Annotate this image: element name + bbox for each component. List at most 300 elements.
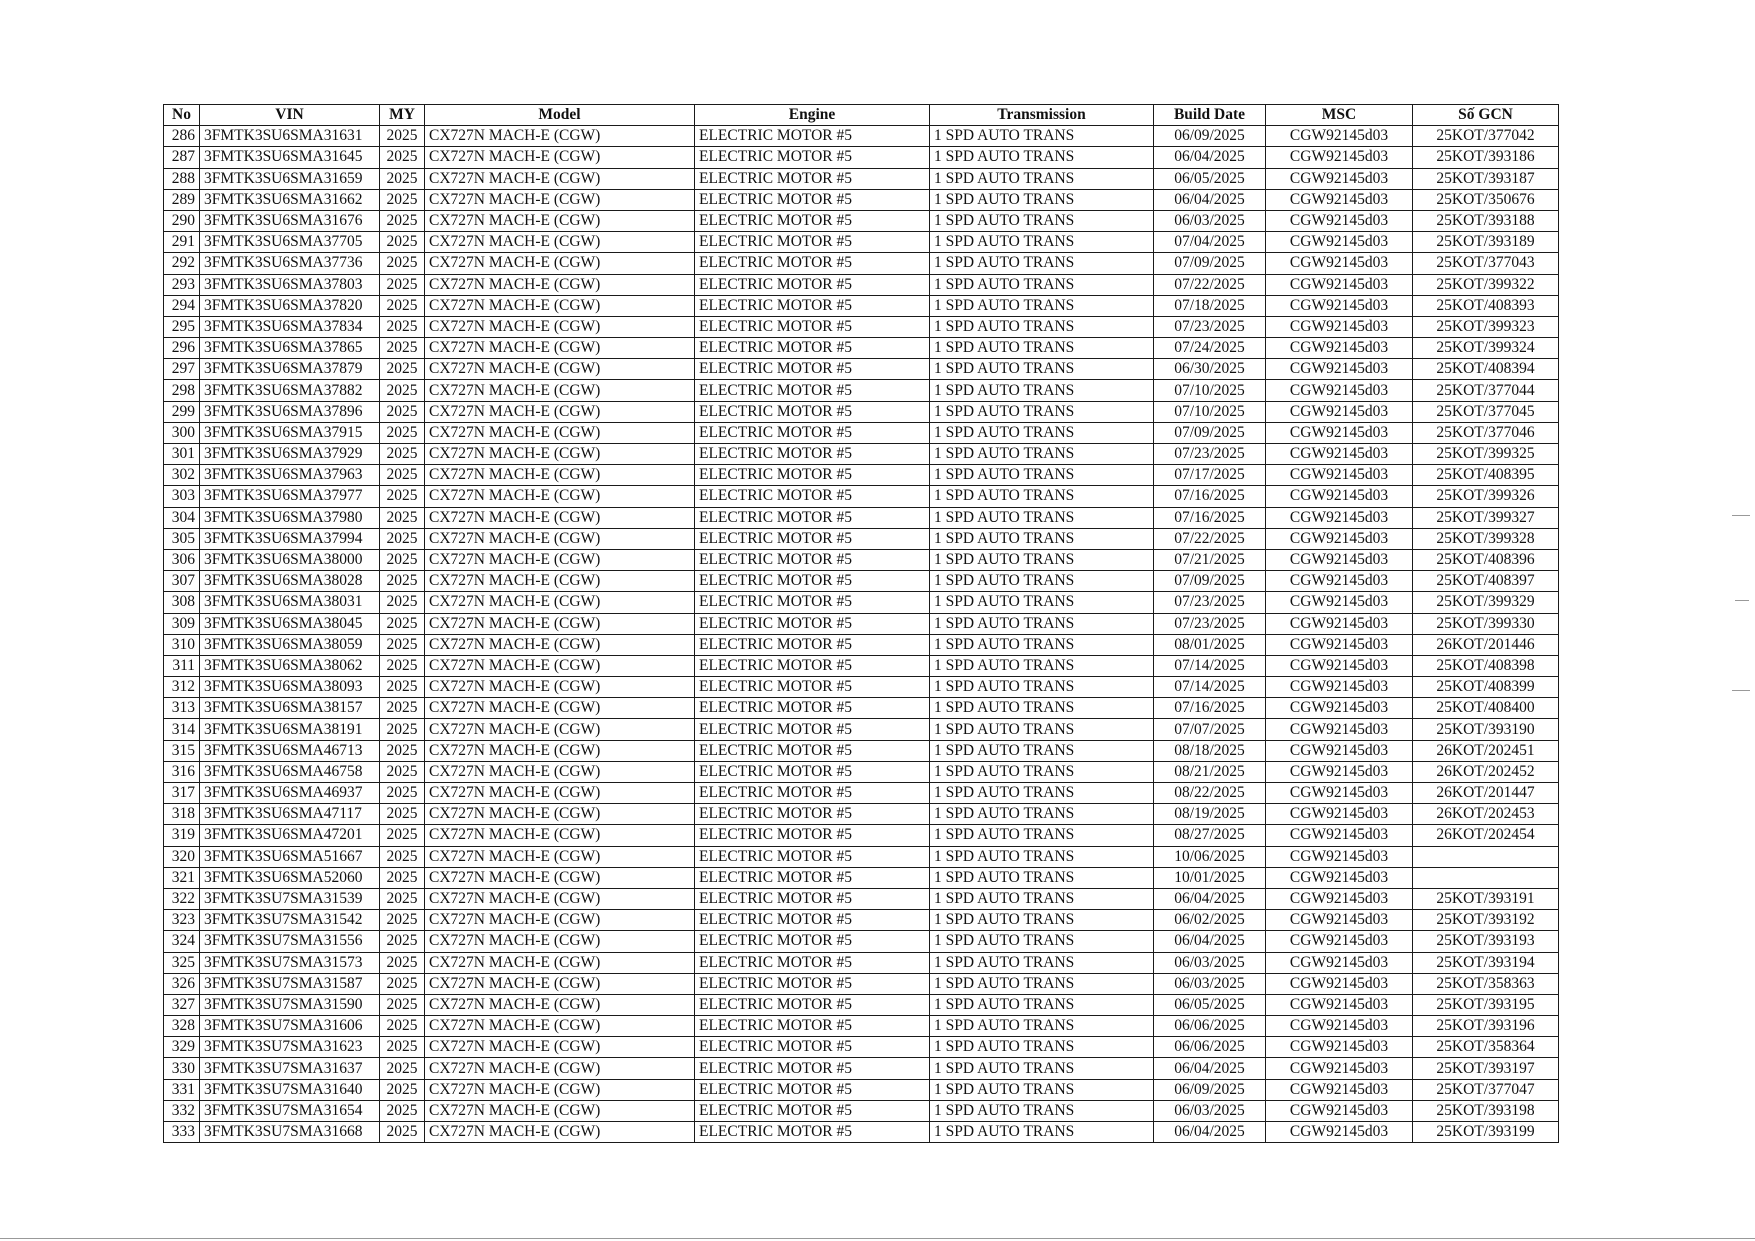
cell-engine: ELECTRIC MOTOR #5 — [695, 316, 930, 337]
cell-no: 303 — [164, 486, 200, 507]
cell-so-gcn: 26KOT/202454 — [1413, 825, 1559, 846]
cell-no: 309 — [164, 613, 200, 634]
cell-build-date: 06/06/2025 — [1154, 1037, 1266, 1058]
cell-model: CX727N MACH-E (CGW) — [425, 1100, 695, 1121]
cell-transmission: 1 SPD AUTO TRANS — [930, 846, 1154, 867]
cell-my: 2025 — [380, 1079, 425, 1100]
cell-so-gcn: 25KOT/408397 — [1413, 571, 1559, 592]
table-row — [164, 507, 1559, 528]
cell-build-date: 06/04/2025 — [1154, 931, 1266, 952]
cell-build-date: 10/01/2025 — [1154, 867, 1266, 888]
cell-engine: ELECTRIC MOTOR #5 — [695, 528, 930, 549]
cell-build-date: 07/17/2025 — [1154, 465, 1266, 486]
cell-vin: 3FMTK3SU7SMA31623 — [200, 1037, 380, 1058]
cell-msc: CGW92145d03 — [1266, 973, 1413, 994]
cell-build-date: 07/18/2025 — [1154, 295, 1266, 316]
cell-no: 300 — [164, 422, 200, 443]
cell-transmission: 1 SPD AUTO TRANS — [930, 910, 1154, 931]
cell-model: CX727N MACH-E (CGW) — [425, 253, 695, 274]
cell-transmission: 1 SPD AUTO TRANS — [930, 952, 1154, 973]
cell-build-date: 07/10/2025 — [1154, 401, 1266, 422]
cell-engine: ELECTRIC MOTOR #5 — [695, 740, 930, 761]
cell-model: CX727N MACH-E (CGW) — [425, 931, 695, 952]
cell-so-gcn: 25KOT/358364 — [1413, 1037, 1559, 1058]
cell-engine: ELECTRIC MOTOR #5 — [695, 380, 930, 401]
cell-no: 291 — [164, 232, 200, 253]
cell-msc: CGW92145d03 — [1266, 910, 1413, 931]
cell-transmission: 1 SPD AUTO TRANS — [930, 338, 1154, 359]
table-row — [164, 295, 1559, 316]
cell-my: 2025 — [380, 1058, 425, 1079]
cell-no: 327 — [164, 994, 200, 1015]
table-row — [164, 549, 1559, 570]
cell-build-date: 07/22/2025 — [1154, 274, 1266, 295]
cell-msc: CGW92145d03 — [1266, 931, 1413, 952]
cell-msc: CGW92145d03 — [1266, 867, 1413, 888]
cell-engine: ELECTRIC MOTOR #5 — [695, 168, 930, 189]
cell-vin: 3FMTK3SU6SMA38031 — [200, 592, 380, 613]
table-row — [164, 338, 1559, 359]
cell-msc: CGW92145d03 — [1266, 232, 1413, 253]
cell-no: 308 — [164, 592, 200, 613]
cell-vin: 3FMTK3SU6SMA52060 — [200, 867, 380, 888]
cell-so-gcn: 25KOT/399322 — [1413, 274, 1559, 295]
cell-msc: CGW92145d03 — [1266, 740, 1413, 761]
cell-vin: 3FMTK3SU6SMA37929 — [200, 444, 380, 465]
cell-msc: CGW92145d03 — [1266, 549, 1413, 570]
cell-engine: ELECTRIC MOTOR #5 — [695, 507, 930, 528]
cell-no: 301 — [164, 444, 200, 465]
cell-model: CX727N MACH-E (CGW) — [425, 359, 695, 380]
cell-vin: 3FMTK3SU6SMA31645 — [200, 147, 380, 168]
scan-right-mark — [1732, 515, 1750, 516]
cell-so-gcn: 25KOT/399323 — [1413, 316, 1559, 337]
cell-no: 299 — [164, 401, 200, 422]
cell-msc: CGW92145d03 — [1266, 1122, 1413, 1143]
cell-vin: 3FMTK3SU7SMA31590 — [200, 994, 380, 1015]
cell-no: 307 — [164, 571, 200, 592]
cell-model: CX727N MACH-E (CGW) — [425, 825, 695, 846]
cell-model: CX727N MACH-E (CGW) — [425, 592, 695, 613]
cell-model: CX727N MACH-E (CGW) — [425, 549, 695, 570]
table-row — [164, 783, 1559, 804]
cell-engine: ELECTRIC MOTOR #5 — [695, 422, 930, 443]
cell-model: CX727N MACH-E (CGW) — [425, 571, 695, 592]
cell-transmission: 1 SPD AUTO TRANS — [930, 274, 1154, 295]
cell-msc: CGW92145d03 — [1266, 1016, 1413, 1037]
cell-my: 2025 — [380, 401, 425, 422]
cell-my: 2025 — [380, 888, 425, 909]
table-row — [164, 1079, 1559, 1100]
cell-msc: CGW92145d03 — [1266, 825, 1413, 846]
cell-so-gcn: 25KOT/399328 — [1413, 528, 1559, 549]
cell-vin: 3FMTK3SU6SMA31631 — [200, 126, 380, 147]
cell-no: 330 — [164, 1058, 200, 1079]
cell-msc: CGW92145d03 — [1266, 804, 1413, 825]
cell-engine: ELECTRIC MOTOR #5 — [695, 761, 930, 782]
cell-model: CX727N MACH-E (CGW) — [425, 867, 695, 888]
cell-my: 2025 — [380, 295, 425, 316]
cell-model: CX727N MACH-E (CGW) — [425, 634, 695, 655]
cell-model: CX727N MACH-E (CGW) — [425, 1079, 695, 1100]
cell-so-gcn: 25KOT/393199 — [1413, 1122, 1559, 1143]
cell-my: 2025 — [380, 677, 425, 698]
cell-build-date: 07/09/2025 — [1154, 253, 1266, 274]
cell-transmission: 1 SPD AUTO TRANS — [930, 677, 1154, 698]
cell-transmission: 1 SPD AUTO TRANS — [930, 232, 1154, 253]
cell-vin: 3FMTK3SU7SMA31668 — [200, 1122, 380, 1143]
cell-msc: CGW92145d03 — [1266, 761, 1413, 782]
cell-vin: 3FMTK3SU6SMA38157 — [200, 698, 380, 719]
cell-so-gcn — [1413, 846, 1559, 867]
table-row — [164, 253, 1559, 274]
cell-msc: CGW92145d03 — [1266, 783, 1413, 804]
cell-transmission: 1 SPD AUTO TRANS — [930, 719, 1154, 740]
cell-build-date: 06/04/2025 — [1154, 1122, 1266, 1143]
cell-no: 317 — [164, 783, 200, 804]
cell-no: 298 — [164, 380, 200, 401]
cell-msc: CGW92145d03 — [1266, 465, 1413, 486]
cell-so-gcn: 25KOT/393194 — [1413, 952, 1559, 973]
cell-vin: 3FMTK3SU7SMA31654 — [200, 1100, 380, 1121]
cell-vin: 3FMTK3SU6SMA31659 — [200, 168, 380, 189]
cell-build-date: 06/09/2025 — [1154, 1079, 1266, 1100]
cell-vin: 3FMTK3SU6SMA31676 — [200, 210, 380, 231]
col-header-vin: VIN — [200, 105, 380, 126]
cell-so-gcn: 26KOT/201446 — [1413, 634, 1559, 655]
cell-vin: 3FMTK3SU6SMA37994 — [200, 528, 380, 549]
cell-model: CX727N MACH-E (CGW) — [425, 655, 695, 676]
cell-my: 2025 — [380, 655, 425, 676]
cell-no: 320 — [164, 846, 200, 867]
table-body — [164, 126, 1559, 1143]
cell-engine: ELECTRIC MOTOR #5 — [695, 444, 930, 465]
cell-my: 2025 — [380, 973, 425, 994]
cell-model: CX727N MACH-E (CGW) — [425, 783, 695, 804]
table-row — [164, 1016, 1559, 1037]
cell-my: 2025 — [380, 804, 425, 825]
cell-no: 312 — [164, 677, 200, 698]
cell-build-date: 06/03/2025 — [1154, 952, 1266, 973]
cell-model: CX727N MACH-E (CGW) — [425, 740, 695, 761]
cell-engine: ELECTRIC MOTOR #5 — [695, 655, 930, 676]
cell-so-gcn: 25KOT/399329 — [1413, 592, 1559, 613]
cell-msc: CGW92145d03 — [1266, 1037, 1413, 1058]
cell-model: CX727N MACH-E (CGW) — [425, 338, 695, 359]
cell-model: CX727N MACH-E (CGW) — [425, 952, 695, 973]
cell-my: 2025 — [380, 168, 425, 189]
cell-msc: CGW92145d03 — [1266, 677, 1413, 698]
cell-vin: 3FMTK3SU6SMA38093 — [200, 677, 380, 698]
cell-my: 2025 — [380, 1122, 425, 1143]
cell-engine: ELECTRIC MOTOR #5 — [695, 994, 930, 1015]
cell-engine: ELECTRIC MOTOR #5 — [695, 359, 930, 380]
cell-msc: CGW92145d03 — [1266, 592, 1413, 613]
cell-my: 2025 — [380, 210, 425, 231]
cell-model: CX727N MACH-E (CGW) — [425, 846, 695, 867]
cell-so-gcn: 25KOT/393186 — [1413, 147, 1559, 168]
cell-engine: ELECTRIC MOTOR #5 — [695, 783, 930, 804]
table-row — [164, 931, 1559, 952]
cell-model: CX727N MACH-E (CGW) — [425, 274, 695, 295]
cell-vin: 3FMTK3SU6SMA37736 — [200, 253, 380, 274]
cell-transmission: 1 SPD AUTO TRANS — [930, 380, 1154, 401]
cell-engine: ELECTRIC MOTOR #5 — [695, 1058, 930, 1079]
cell-transmission: 1 SPD AUTO TRANS — [930, 359, 1154, 380]
cell-build-date: 07/14/2025 — [1154, 655, 1266, 676]
cell-so-gcn: 25KOT/408393 — [1413, 295, 1559, 316]
cell-build-date: 07/23/2025 — [1154, 613, 1266, 634]
cell-msc: CGW92145d03 — [1266, 719, 1413, 740]
table-row — [164, 761, 1559, 782]
cell-model: CX727N MACH-E (CGW) — [425, 189, 695, 210]
col-header-msc: MSC — [1266, 105, 1413, 126]
cell-no: 304 — [164, 507, 200, 528]
cell-vin: 3FMTK3SU6SMA38062 — [200, 655, 380, 676]
cell-so-gcn: 25KOT/408395 — [1413, 465, 1559, 486]
cell-model: CX727N MACH-E (CGW) — [425, 1058, 695, 1079]
cell-build-date: 06/03/2025 — [1154, 973, 1266, 994]
cell-my: 2025 — [380, 846, 425, 867]
table-row — [164, 147, 1559, 168]
cell-engine: ELECTRIC MOTOR #5 — [695, 549, 930, 570]
cell-model: CX727N MACH-E (CGW) — [425, 147, 695, 168]
cell-transmission: 1 SPD AUTO TRANS — [930, 316, 1154, 337]
cell-build-date: 08/18/2025 — [1154, 740, 1266, 761]
cell-my: 2025 — [380, 952, 425, 973]
cell-build-date: 06/05/2025 — [1154, 994, 1266, 1015]
cell-model: CX727N MACH-E (CGW) — [425, 232, 695, 253]
cell-msc: CGW92145d03 — [1266, 528, 1413, 549]
cell-transmission: 1 SPD AUTO TRANS — [930, 1037, 1154, 1058]
cell-model: CX727N MACH-E (CGW) — [425, 804, 695, 825]
cell-my: 2025 — [380, 126, 425, 147]
cell-no: 324 — [164, 931, 200, 952]
cell-transmission: 1 SPD AUTO TRANS — [930, 549, 1154, 570]
cell-my: 2025 — [380, 253, 425, 274]
cell-no: 321 — [164, 867, 200, 888]
cell-model: CX727N MACH-E (CGW) — [425, 168, 695, 189]
cell-vin: 3FMTK3SU6SMA46713 — [200, 740, 380, 761]
cell-no: 323 — [164, 910, 200, 931]
cell-my: 2025 — [380, 931, 425, 952]
cell-so-gcn: 25KOT/408394 — [1413, 359, 1559, 380]
cell-model: CX727N MACH-E (CGW) — [425, 973, 695, 994]
cell-engine: ELECTRIC MOTOR #5 — [695, 210, 930, 231]
cell-engine: ELECTRIC MOTOR #5 — [695, 295, 930, 316]
cell-transmission: 1 SPD AUTO TRANS — [930, 507, 1154, 528]
cell-engine: ELECTRIC MOTOR #5 — [695, 677, 930, 698]
cell-so-gcn: 25KOT/393195 — [1413, 994, 1559, 1015]
cell-build-date: 08/19/2025 — [1154, 804, 1266, 825]
cell-build-date: 07/22/2025 — [1154, 528, 1266, 549]
cell-transmission: 1 SPD AUTO TRANS — [930, 401, 1154, 422]
cell-transmission: 1 SPD AUTO TRANS — [930, 783, 1154, 804]
cell-no: 305 — [164, 528, 200, 549]
table-row — [164, 232, 1559, 253]
table-row — [164, 571, 1559, 592]
cell-transmission: 1 SPD AUTO TRANS — [930, 422, 1154, 443]
cell-engine: ELECTRIC MOTOR #5 — [695, 719, 930, 740]
cell-so-gcn: 25KOT/377043 — [1413, 253, 1559, 274]
cell-so-gcn: 25KOT/399326 — [1413, 486, 1559, 507]
cell-build-date: 10/06/2025 — [1154, 846, 1266, 867]
table-row — [164, 1122, 1559, 1143]
cell-no: 310 — [164, 634, 200, 655]
cell-so-gcn: 25KOT/393192 — [1413, 910, 1559, 931]
cell-transmission: 1 SPD AUTO TRANS — [930, 592, 1154, 613]
cell-no: 287 — [164, 147, 200, 168]
cell-vin: 3FMTK3SU6SMA46758 — [200, 761, 380, 782]
cell-no: 311 — [164, 655, 200, 676]
table-row — [164, 952, 1559, 973]
cell-transmission: 1 SPD AUTO TRANS — [930, 740, 1154, 761]
cell-my: 2025 — [380, 1100, 425, 1121]
cell-vin: 3FMTK3SU6SMA46937 — [200, 783, 380, 804]
cell-build-date: 06/06/2025 — [1154, 1016, 1266, 1037]
table-row — [164, 655, 1559, 676]
cell-my: 2025 — [380, 338, 425, 359]
cell-no: 333 — [164, 1122, 200, 1143]
cell-msc: CGW92145d03 — [1266, 952, 1413, 973]
cell-transmission: 1 SPD AUTO TRANS — [930, 147, 1154, 168]
cell-build-date: 06/04/2025 — [1154, 888, 1266, 909]
cell-no: 332 — [164, 1100, 200, 1121]
cell-model: CX727N MACH-E (CGW) — [425, 528, 695, 549]
cell-transmission: 1 SPD AUTO TRANS — [930, 1058, 1154, 1079]
cell-transmission: 1 SPD AUTO TRANS — [930, 634, 1154, 655]
col-header-engine: Engine — [695, 105, 930, 126]
cell-build-date: 07/23/2025 — [1154, 316, 1266, 337]
table-row — [164, 973, 1559, 994]
cell-so-gcn: 25KOT/393190 — [1413, 719, 1559, 740]
table-row — [164, 126, 1559, 147]
cell-so-gcn: 25KOT/408396 — [1413, 549, 1559, 570]
cell-engine: ELECTRIC MOTOR #5 — [695, 274, 930, 295]
cell-so-gcn: 25KOT/399327 — [1413, 507, 1559, 528]
table-row — [164, 677, 1559, 698]
col-header-my: MY — [380, 105, 425, 126]
cell-engine: ELECTRIC MOTOR #5 — [695, 825, 930, 846]
cell-msc: CGW92145d03 — [1266, 507, 1413, 528]
cell-msc: CGW92145d03 — [1266, 1079, 1413, 1100]
cell-model: CX727N MACH-E (CGW) — [425, 126, 695, 147]
cell-msc: CGW92145d03 — [1266, 486, 1413, 507]
cell-no: 286 — [164, 126, 200, 147]
cell-vin: 3FMTK3SU6SMA51667 — [200, 846, 380, 867]
cell-no: 306 — [164, 549, 200, 570]
cell-no: 322 — [164, 888, 200, 909]
table-row — [164, 888, 1559, 909]
cell-so-gcn: 25KOT/393189 — [1413, 232, 1559, 253]
cell-model: CX727N MACH-E (CGW) — [425, 210, 695, 231]
cell-so-gcn: 25KOT/393188 — [1413, 210, 1559, 231]
cell-build-date: 07/24/2025 — [1154, 338, 1266, 359]
cell-engine: ELECTRIC MOTOR #5 — [695, 1016, 930, 1037]
cell-vin: 3FMTK3SU6SMA37980 — [200, 507, 380, 528]
cell-transmission: 1 SPD AUTO TRANS — [930, 295, 1154, 316]
cell-msc: CGW92145d03 — [1266, 422, 1413, 443]
cell-vin: 3FMTK3SU6SMA31662 — [200, 189, 380, 210]
table-row — [164, 422, 1559, 443]
table-row — [164, 613, 1559, 634]
table-row — [164, 910, 1559, 931]
cell-msc: CGW92145d03 — [1266, 147, 1413, 168]
cell-transmission: 1 SPD AUTO TRANS — [930, 698, 1154, 719]
cell-so-gcn: 25KOT/393193 — [1413, 931, 1559, 952]
table-row — [164, 634, 1559, 655]
cell-msc: CGW92145d03 — [1266, 1100, 1413, 1121]
cell-no: 295 — [164, 316, 200, 337]
cell-vin: 3FMTK3SU7SMA31606 — [200, 1016, 380, 1037]
cell-my: 2025 — [380, 634, 425, 655]
table-row — [164, 698, 1559, 719]
cell-engine: ELECTRIC MOTOR #5 — [695, 465, 930, 486]
cell-transmission: 1 SPD AUTO TRANS — [930, 465, 1154, 486]
scan-bottom-line — [0, 1238, 1755, 1239]
cell-model: CX727N MACH-E (CGW) — [425, 1037, 695, 1058]
cell-build-date: 06/04/2025 — [1154, 1058, 1266, 1079]
cell-vin: 3FMTK3SU6SMA37820 — [200, 295, 380, 316]
cell-no: 293 — [164, 274, 200, 295]
cell-transmission: 1 SPD AUTO TRANS — [930, 994, 1154, 1015]
cell-engine: ELECTRIC MOTOR #5 — [695, 571, 930, 592]
cell-build-date: 07/10/2025 — [1154, 380, 1266, 401]
cell-so-gcn: 25KOT/377045 — [1413, 401, 1559, 422]
cell-vin: 3FMTK3SU7SMA31573 — [200, 952, 380, 973]
cell-msc: CGW92145d03 — [1266, 698, 1413, 719]
cell-my: 2025 — [380, 528, 425, 549]
col-header-so-gcn: Số GCN — [1413, 105, 1559, 126]
cell-build-date: 07/16/2025 — [1154, 698, 1266, 719]
table-row — [164, 1037, 1559, 1058]
cell-msc: CGW92145d03 — [1266, 338, 1413, 359]
cell-my: 2025 — [380, 910, 425, 931]
cell-no: 328 — [164, 1016, 200, 1037]
cell-so-gcn: 25KOT/393187 — [1413, 168, 1559, 189]
cell-no: 292 — [164, 253, 200, 274]
table-row — [164, 359, 1559, 380]
cell-build-date: 08/27/2025 — [1154, 825, 1266, 846]
cell-so-gcn: 25KOT/399324 — [1413, 338, 1559, 359]
cell-vin: 3FMTK3SU7SMA31539 — [200, 888, 380, 909]
cell-no: 289 — [164, 189, 200, 210]
cell-transmission: 1 SPD AUTO TRANS — [930, 825, 1154, 846]
cell-so-gcn: 25KOT/393196 — [1413, 1016, 1559, 1037]
cell-build-date: 06/04/2025 — [1154, 189, 1266, 210]
cell-my: 2025 — [380, 698, 425, 719]
cell-msc: CGW92145d03 — [1266, 210, 1413, 231]
cell-engine: ELECTRIC MOTOR #5 — [695, 931, 930, 952]
cell-engine: ELECTRIC MOTOR #5 — [695, 232, 930, 253]
table-row — [164, 168, 1559, 189]
cell-transmission: 1 SPD AUTO TRANS — [930, 761, 1154, 782]
cell-transmission: 1 SPD AUTO TRANS — [930, 444, 1154, 465]
cell-msc: CGW92145d03 — [1266, 295, 1413, 316]
cell-so-gcn: 25KOT/377047 — [1413, 1079, 1559, 1100]
cell-no: 297 — [164, 359, 200, 380]
cell-msc: CGW92145d03 — [1266, 168, 1413, 189]
cell-transmission: 1 SPD AUTO TRANS — [930, 655, 1154, 676]
cell-so-gcn: 26KOT/201447 — [1413, 783, 1559, 804]
cell-engine: ELECTRIC MOTOR #5 — [695, 1037, 930, 1058]
table-row — [164, 1058, 1559, 1079]
cell-my: 2025 — [380, 189, 425, 210]
cell-build-date: 06/03/2025 — [1154, 1100, 1266, 1121]
cell-build-date: 08/21/2025 — [1154, 761, 1266, 782]
cell-so-gcn: 25KOT/408398 — [1413, 655, 1559, 676]
cell-transmission: 1 SPD AUTO TRANS — [930, 613, 1154, 634]
